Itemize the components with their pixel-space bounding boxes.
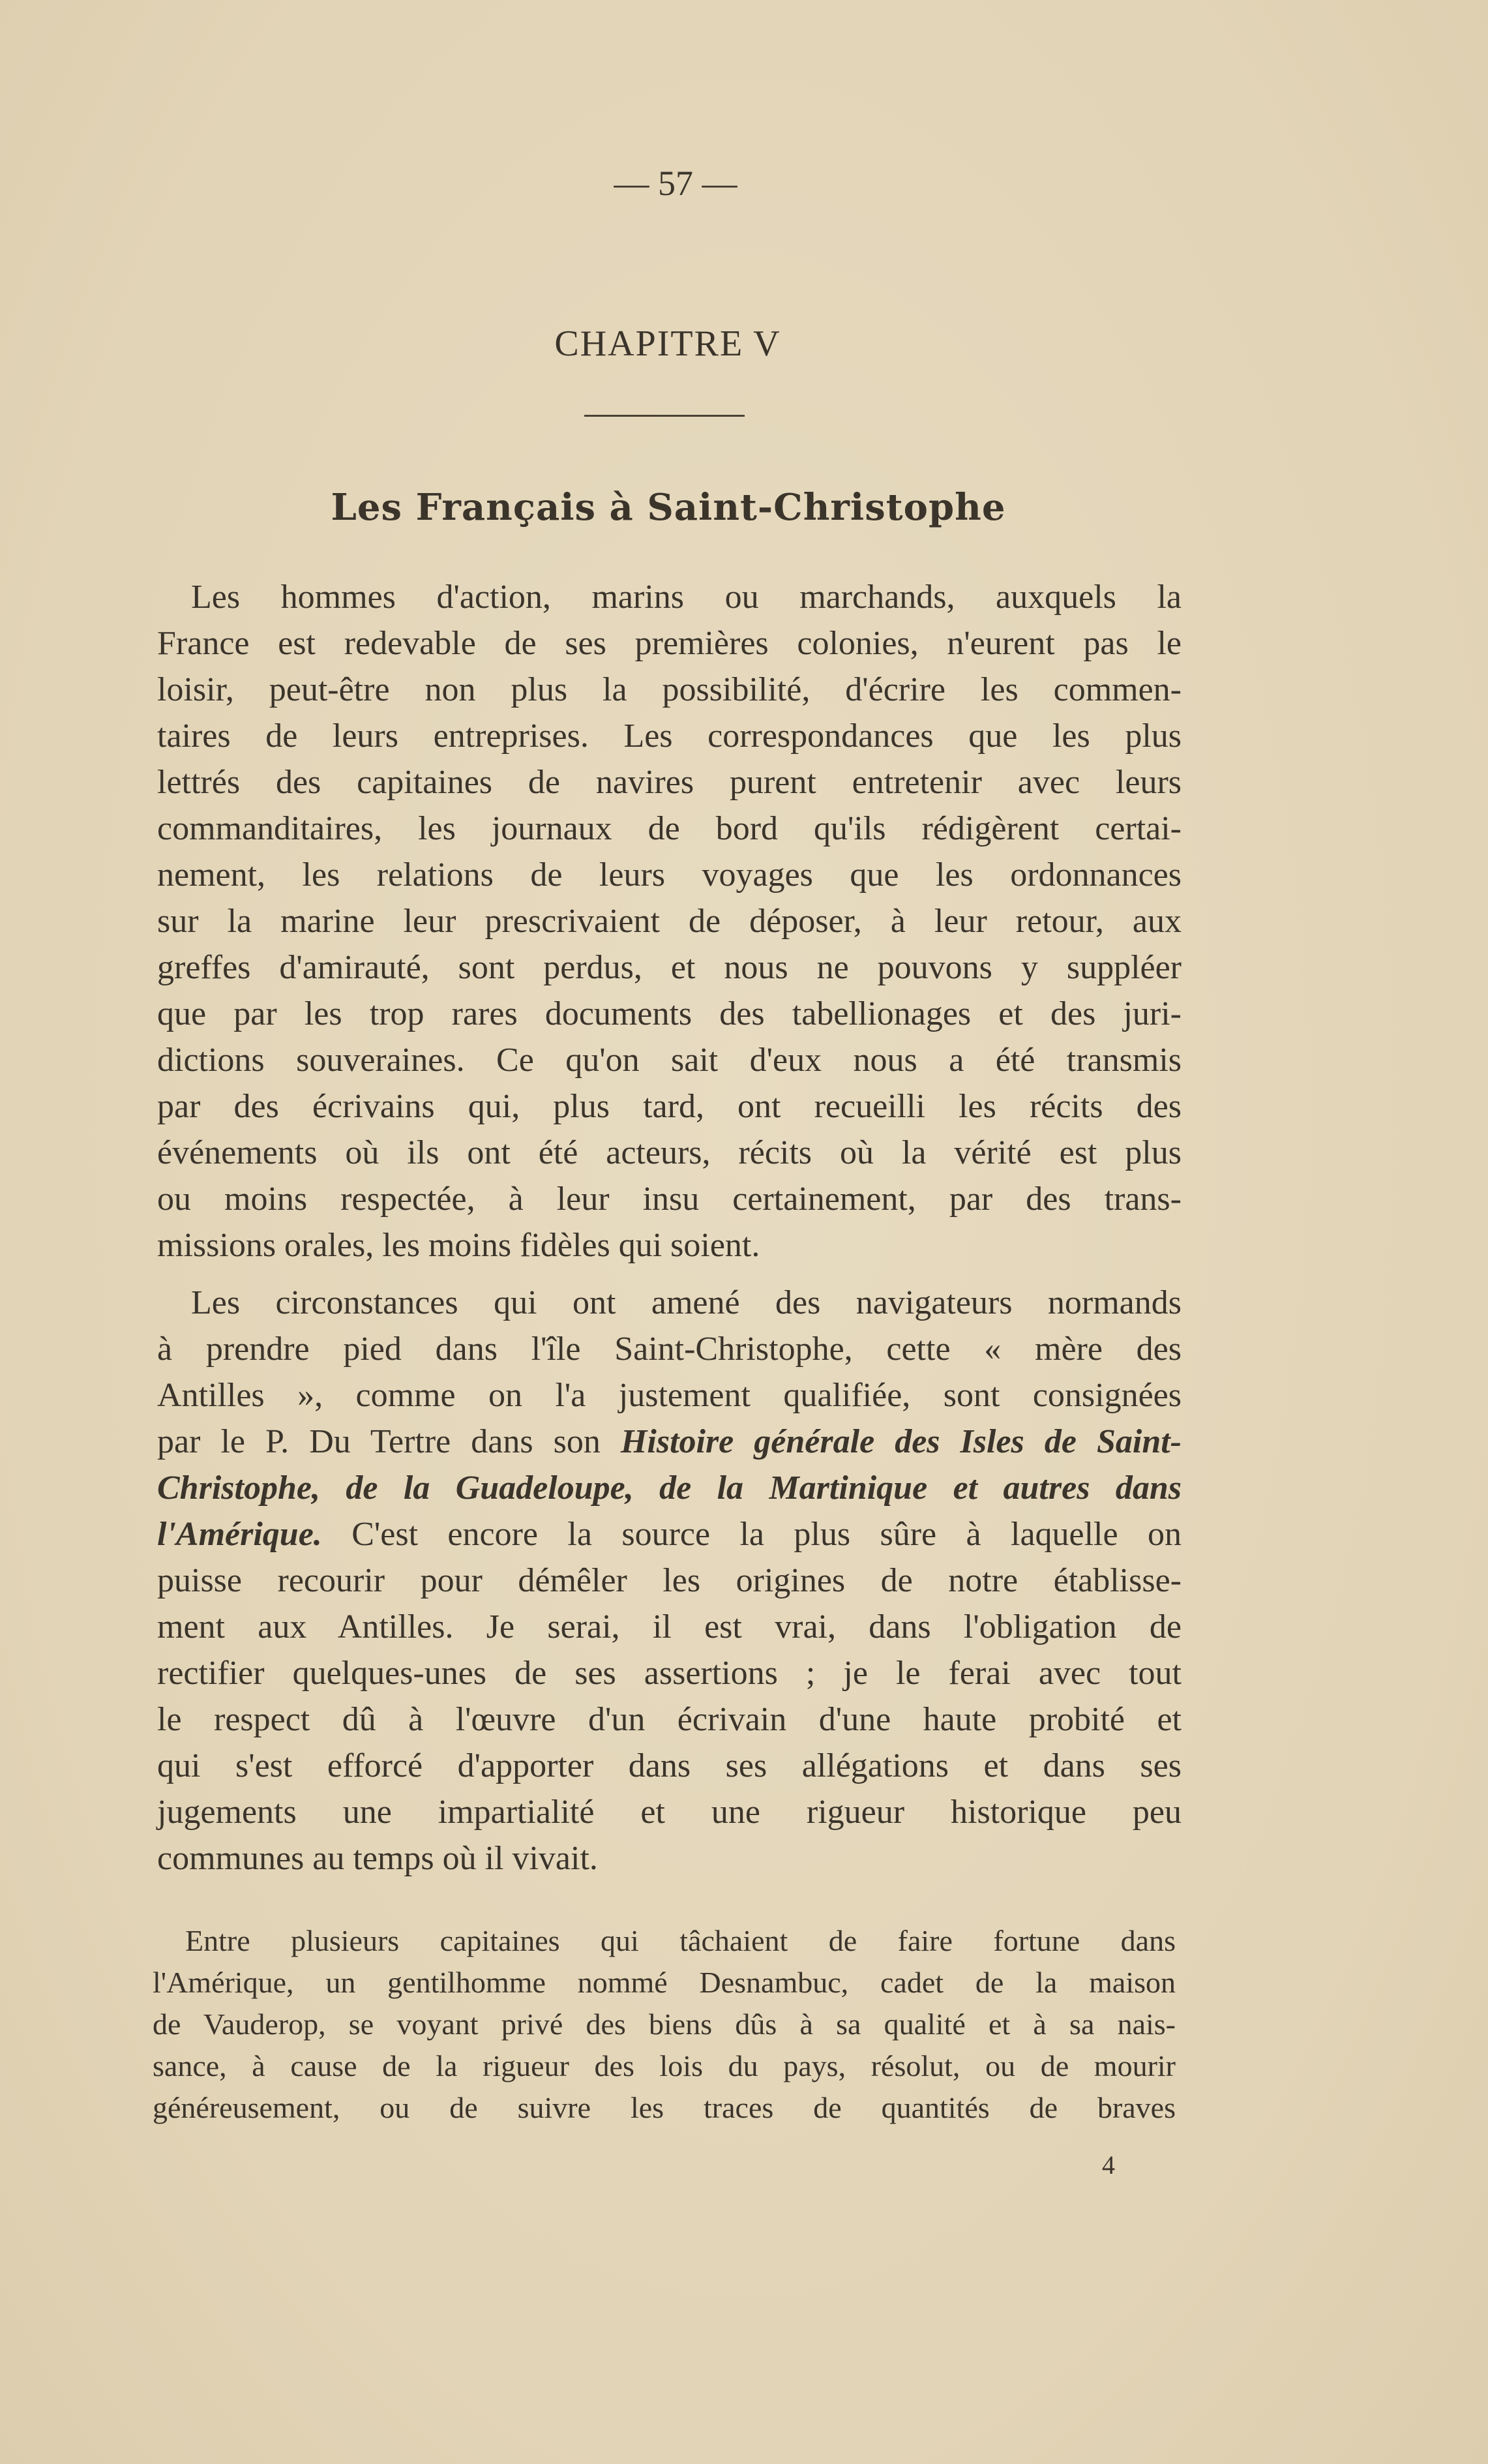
text-line: [157, 1465, 1182, 1511]
italic-book-title: Christophe, de la Guadeloupe, de la Martinique et autres dans: [157, 1469, 1182, 1507]
line-text: loisir, peut-être non plus la possibilité, d'écrire les commen-: [157, 671, 1182, 708]
italic-book-title: Histoire générale des Isles de Saint-: [620, 1423, 1182, 1460]
line-text: greffes d'amirauté, sont perdus, et nous ne pouvons y suppléer: [157, 949, 1182, 986]
line-text: rectifier quelques-unes de ses assertions ; je le ferai avec tout: [157, 1655, 1182, 1692]
italic-book-title: l'Amérique.: [157, 1516, 322, 1553]
line-text: ou moins respectée, à leur insu certainement, par des trans-: [157, 1180, 1182, 1218]
text-line: [157, 620, 1182, 667]
text-line: [157, 1130, 1182, 1176]
signature-mark: 4: [1102, 2150, 1115, 2180]
line-text: [157, 1516, 1182, 1553]
text-line: [157, 1511, 1182, 1557]
line-text: missions orales, les moins fidèles qui soient.: [157, 1227, 760, 1264]
text-line: [153, 1920, 1176, 1962]
chapter-divider: [584, 415, 745, 417]
line-text: Les hommes d'action, marins ou marchands, auxquels la: [191, 578, 1182, 616]
text-line: [157, 1650, 1182, 1696]
text-line: [157, 574, 1182, 620]
text-line: [157, 991, 1182, 1037]
line-text: taires de leurs entreprises. Les correspondances que les plus: [157, 717, 1182, 755]
text-line: [157, 852, 1182, 898]
text-line: [153, 2004, 1176, 2045]
line-text: [157, 1423, 1182, 1460]
text-line: [157, 1743, 1182, 1789]
line-text: que par les trop rares documents des tabellionages et des juri-: [157, 995, 1182, 1032]
text-line: [157, 898, 1182, 944]
text-line: [157, 713, 1182, 759]
line-text: l'Amérique, un gentilhomme nommé Desnambuc, cadet de la maison: [153, 1966, 1176, 1999]
text-line: [153, 2045, 1176, 2087]
line-text: France est redevable de ses premières colonies, n'eurent pas le: [157, 625, 1182, 662]
text-line: [157, 1372, 1182, 1419]
line-text: à prendre pied dans l'île Saint-Christophe, cette « mère des: [157, 1330, 1182, 1368]
line-text: le respect dû à l'œuvre d'un écrivain d'une haute probité et: [157, 1701, 1182, 1738]
body-paragraph-2: [157, 1280, 1182, 1882]
text-line: [157, 1835, 1182, 1882]
text-line: [157, 759, 1182, 805]
line-text: qui s'est efforcé d'apporter dans ses allégations et dans ses: [157, 1747, 1182, 1784]
text-line: [157, 667, 1182, 713]
line-text: ment aux Antilles. Je serai, il est vrai, dans l'obligation de: [157, 1608, 1182, 1645]
text-line: [157, 1083, 1182, 1130]
text-line: [157, 1604, 1182, 1650]
text-line: [153, 1962, 1176, 2004]
text-line: [157, 1222, 1182, 1269]
line-text: nement, les relations de leurs voyages que les ordonnances: [157, 856, 1182, 894]
line-text: Les circonstances qui ont amené des navigateurs normands: [191, 1284, 1182, 1321]
line-segment: C'est encore la source la plus sûre à laquelle on: [321, 1516, 1182, 1553]
text-line: [157, 1419, 1182, 1465]
text-line: [157, 1789, 1182, 1835]
line-text: généreusement, ou de suivre les traces de quantités de braves: [153, 2091, 1176, 2124]
line-text: Antilles », comme on l'a justement qualifiée, sont consignées: [157, 1377, 1182, 1414]
line-text: de Vauderop, se voyant privé des biens dûs à sa qualité et à sa nais-: [153, 2007, 1176, 2041]
page-number: — 57 —: [614, 164, 737, 203]
text-line: [157, 1176, 1182, 1222]
line-text: sance, à cause de la rigueur des lois du pays, résolut, ou de mourir: [153, 2049, 1176, 2082]
line-text: dictions souveraines. Ce qu'on sait d'eux nous a été transmis: [157, 1042, 1182, 1079]
line-text: par des écrivains qui, plus tard, ont recueilli les récits des: [157, 1088, 1182, 1125]
line-text: Entre plusieurs capitaines qui tâchaient de faire fortune dans: [185, 1924, 1176, 1957]
line-text: communes au temps où il vivait.: [157, 1840, 598, 1877]
line-text: [157, 1469, 1182, 1507]
text-line: [157, 1326, 1182, 1372]
line-text: lettrés des capitaines de navires purent entretenir avec leurs: [157, 764, 1182, 801]
chapter-title: Les Français à Saint-Christophe: [331, 486, 1006, 529]
text-line: [157, 805, 1182, 852]
text-line: [153, 2087, 1176, 2129]
line-text: commanditaires, les journaux de bord qu'ils rédigèrent certai-: [157, 810, 1182, 847]
chapter-label: CHAPITRE V: [554, 323, 781, 364]
line-segment: par le P. Du Tertre dans son: [157, 1423, 621, 1460]
line-text: jugements une impartialité et une rigueur historique peu: [157, 1794, 1182, 1831]
text-line: [157, 1280, 1182, 1326]
text-line: [157, 944, 1182, 991]
line-text: événements où ils ont été acteurs, récits où la vérité est plus: [157, 1134, 1182, 1171]
quoted-passage: [153, 1920, 1176, 2129]
line-text: puisse recourir pour démêler les origines de notre établisse-: [157, 1562, 1182, 1599]
text-line: [157, 1696, 1182, 1743]
line-text: sur la marine leur prescrivaient de déposer, à leur retour, aux: [157, 903, 1182, 940]
text-line: [157, 1037, 1182, 1083]
text-line: [157, 1557, 1182, 1604]
body-paragraph-1: [157, 574, 1182, 1269]
